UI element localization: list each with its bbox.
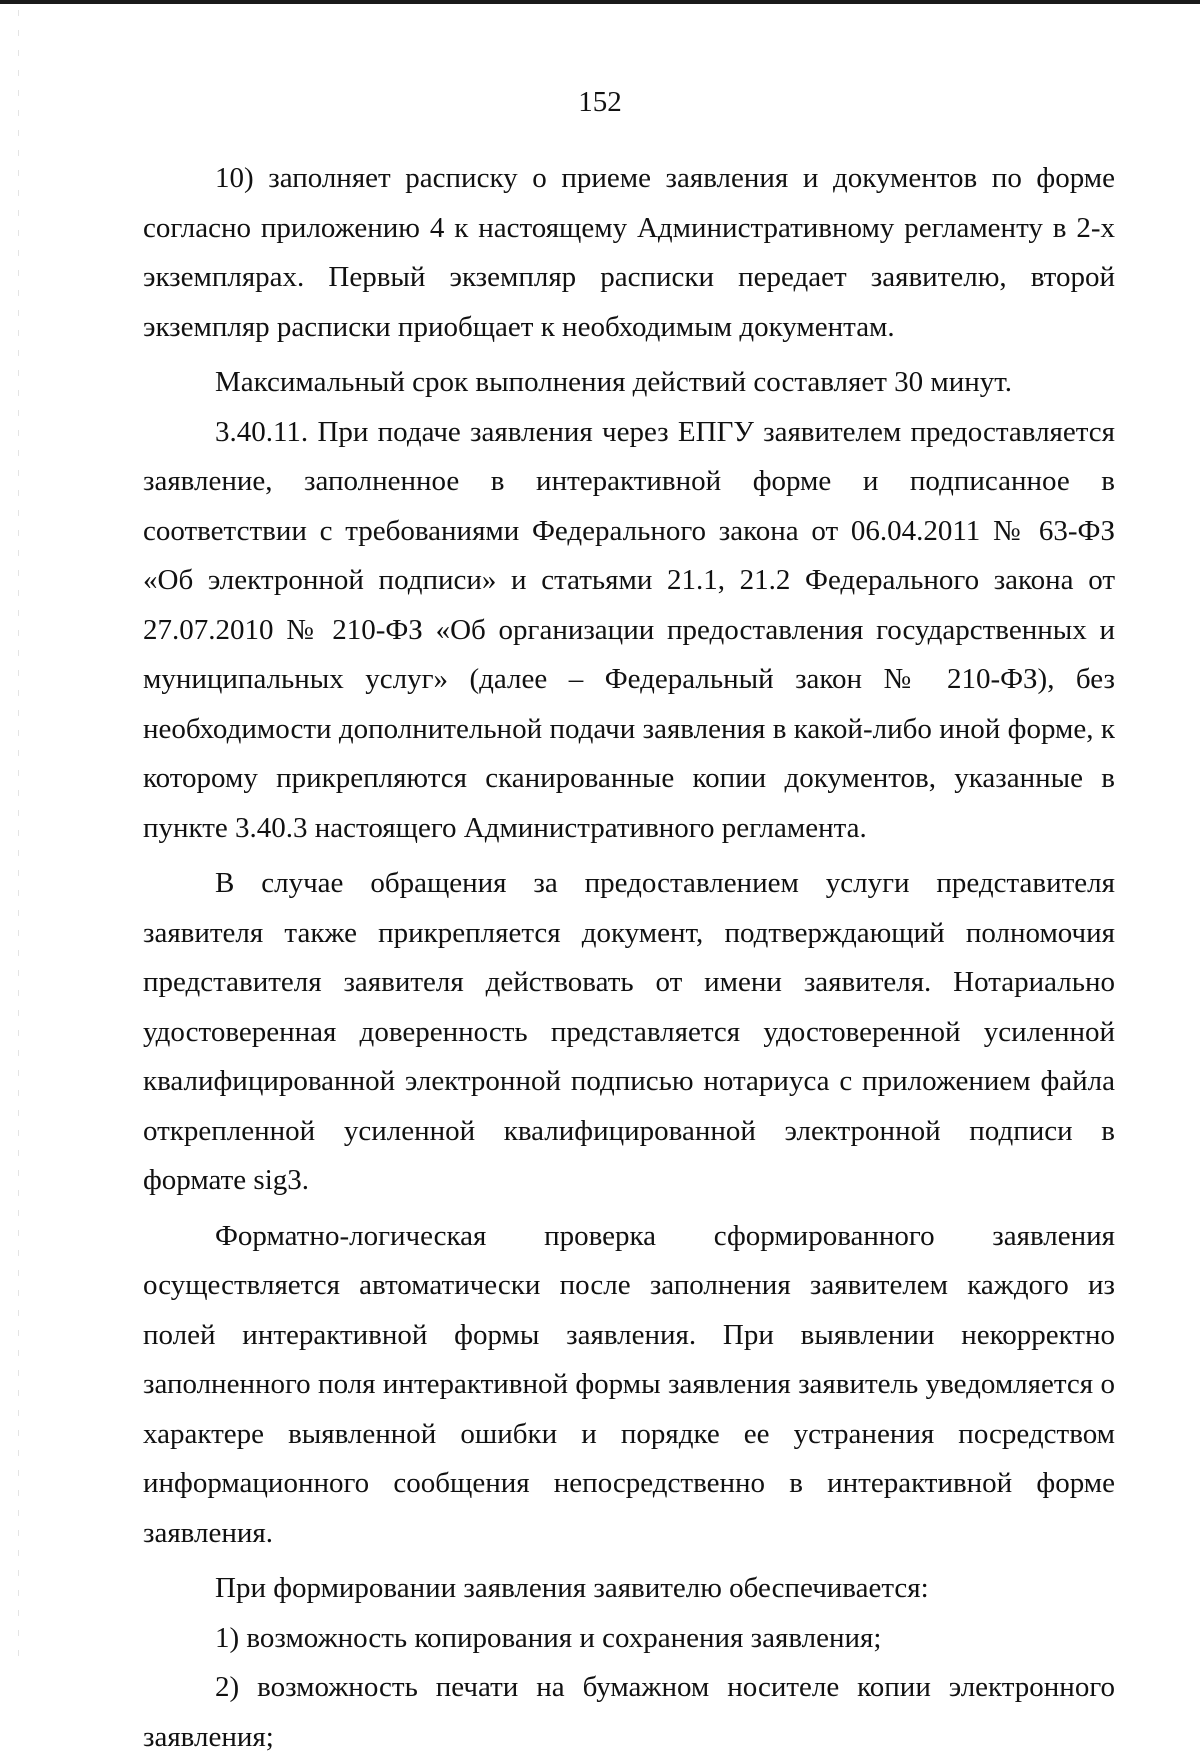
scan-edge-artifact xyxy=(18,10,19,1670)
document-body xyxy=(143,154,1115,1762)
paragraph-receipt: 10) заполняет расписку о приеме заявления и документов по форме согласно приложению 4 к настоящему Административному регламенту в 2-х экземплярах. Первый экземпляр расписки передает заявителю, второй экземпляр расписки приобщает к необходимым документам. xyxy=(143,162,1115,343)
list-item-copy-save: 1) возможность копирования и сохранения заявления; xyxy=(215,1621,882,1654)
paragraph-3-40-11: 3.40.11. При подаче заявления через ЕПГУ заявителем предоставляется заявление, заполненное в интерактивной форме и подписанное в соответствии с требованиями Федерального закона от 06.04.2011 № 63-ФЗ «Об электронной подписи» и статьями 21.1, 21.2 Федерального закона от 27.07.2010 № 210-ФЗ «Об организации предоставления государственных и муниципальных услуг» (далее – Федеральный закон № 210-ФЗ), без необходимости дополнительной подачи заявления в какой-либо иной форме, к которому прикрепляются сканированные копии документов, указанные в пункте 3.40.3 настоящего Административного регламента. xyxy=(143,415,1115,844)
list-item-print: 2) возможность печати на бумажном носителе копии электронного заявления; xyxy=(143,1671,1115,1753)
top-border-line xyxy=(0,0,1200,4)
paragraph-format-check: Форматно-логическая проверка сформированного заявления осуществляется автоматически после заполнения заявителем каждого из полей интерактивной формы заявления. При выявлении некорректно заполненного поля интерактивной формы заявления заявитель уведомляется о характере выявленной ошибки и порядке ее устранения посредством информационного сообщения непосредственно в интерактивной форме заявления. xyxy=(143,1219,1115,1549)
page-number: 152 xyxy=(578,86,622,118)
paragraph-max-time: Максимальный срок выполнения действий составляет 30 минут. xyxy=(215,366,1013,398)
paragraph-provided: При формировании заявления заявителю обеспечивается: xyxy=(215,1572,929,1604)
paragraph-representative: В случае обращения за предоставлением услуги представителя заявителя также прикрепляется документ, подтверждающий полномочия представителя заявителя действовать от имени заявителя. Нотариально удостоверенная доверенность представляется удостоверенной усиленной квалифицированной электронной подписью нотариуса с приложением файла открепленной усиленной квалифицированной электронной подписи в формате sig3. xyxy=(143,867,1115,1196)
